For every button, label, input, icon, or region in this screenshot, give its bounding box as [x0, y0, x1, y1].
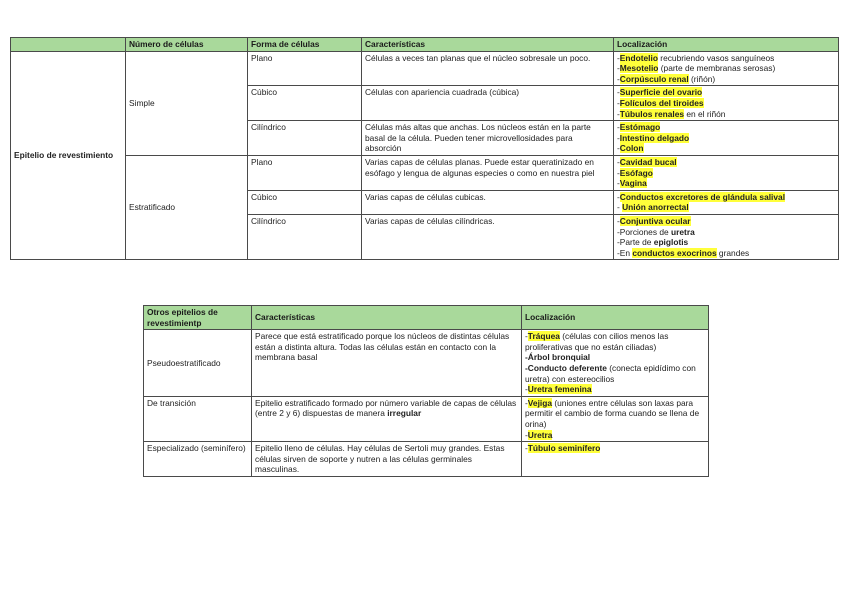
- location-cell: [614, 155, 839, 190]
- table-row: [144, 442, 709, 477]
- name-cell: Especializado (seminífero): [144, 442, 252, 477]
- highlighted-term: Cavidad bucal: [619, 156, 677, 167]
- table-header-row: [144, 306, 709, 330]
- text-span: -Porciones de: [617, 226, 671, 237]
- desc-cell: [252, 330, 522, 397]
- text-span: -: [525, 331, 528, 342]
- text-span: Parece que está estratificado porque los núcleos de distintas células están a distinta altura. Todas las células están en contacto con la membrana basal: [255, 331, 510, 363]
- highlighted-term: Folículos del tiroides: [619, 97, 704, 108]
- text-span: -: [617, 156, 620, 167]
- bold-term: epiglotis: [653, 237, 689, 248]
- desc-cell: [252, 442, 522, 477]
- location-cell: [614, 121, 839, 156]
- location-cell: [614, 214, 839, 259]
- number-cell-simple: Simple: [126, 51, 248, 155]
- location-line: [617, 143, 835, 154]
- desc-cell: Varias capas de células planas. Puede estar queratinizado en esófago y lengua de algunas especies o como en nuestra piel: [362, 155, 614, 190]
- text-span: -: [617, 143, 620, 154]
- group-label-cell: Epitelio de revestimiento: [11, 51, 126, 260]
- text-span: -: [525, 397, 528, 408]
- location-line: [617, 63, 835, 74]
- text-span: recubriendo vasos sanguíneos: [657, 52, 775, 63]
- location-cell: [614, 190, 839, 214]
- name-cell: Pseudoestratificado: [144, 330, 252, 397]
- table-row: [144, 330, 709, 397]
- location-line: [525, 331, 705, 352]
- text-span: -: [617, 108, 620, 119]
- header-cell-characteristics: Características: [252, 306, 522, 330]
- location-cell: [522, 330, 709, 397]
- text-span: -: [617, 215, 620, 226]
- location-line: [617, 216, 835, 227]
- text-span: -: [617, 178, 620, 189]
- highlighted-term: Unión anorrectal: [622, 202, 689, 213]
- text-span: -: [617, 97, 620, 108]
- highlighted-term: Túbulos renales: [619, 108, 685, 119]
- desc-cell: [252, 396, 522, 441]
- text-span: -: [617, 52, 620, 63]
- text-span: (células con cilios menos las proliferativas que no están ciliadas): [525, 331, 669, 352]
- table-header-row: [11, 38, 839, 52]
- desc-cell: Células con apariencia cuadrada (cúbica): [362, 86, 614, 121]
- epithelium-table: [10, 37, 839, 260]
- header-cell-name: Otros epitelios de revestimientp: [144, 306, 252, 330]
- highlighted-term: Uretra: [527, 429, 553, 440]
- text-span: -: [617, 202, 623, 213]
- text-span: en el riñón: [684, 108, 726, 119]
- text-span: Epitelio lleno de células. Hay células de Sertoli muy grandes. Estas células sirven de soporte y nutren a las células germinales masculinas.: [255, 443, 505, 475]
- shape-cell: Cilíndrico: [248, 214, 362, 259]
- location-line: [525, 363, 705, 384]
- text-span: (conecta epidídimo con uretra) con estereocilios: [525, 362, 696, 384]
- header-cell-location: Localización: [522, 306, 709, 330]
- bold-term: -Conducto deferente: [525, 362, 607, 373]
- location-line: [617, 122, 835, 133]
- other-epithelia-table: [143, 305, 709, 477]
- table-row: [11, 155, 839, 190]
- text-span: (uniones entre células son laxas para permitir el cambio de forma cuando se llena de orina): [525, 397, 700, 429]
- location-cell: [614, 86, 839, 121]
- header-cell-empty: [11, 38, 126, 52]
- highlighted-term: conductos exocrinos: [632, 247, 717, 258]
- text-span: -: [617, 87, 620, 98]
- shape-cell: Plano: [248, 155, 362, 190]
- desc-cell: Varias capas de células cilíndricas.: [362, 214, 614, 259]
- location-line: [525, 352, 705, 363]
- number-cell-stratified: Estratificado: [126, 155, 248, 259]
- location-line: [617, 202, 835, 213]
- text-span: -: [617, 122, 620, 133]
- text-span: -: [525, 384, 528, 395]
- desc-cell: Células a veces tan planas que el núcleo sobresale un poco.: [362, 51, 614, 86]
- location-line: [617, 157, 835, 168]
- location-cell: [614, 51, 839, 86]
- highlighted-term: Tráquea: [527, 331, 560, 342]
- desc-cell: Células más altas que anchas. Los núcleos están en la parte basal de la célula. Pueden tener microvellosidades para absorción: [362, 121, 614, 156]
- location-line: [525, 430, 705, 441]
- location-line: [525, 443, 705, 454]
- desc-cell: Varias capas de células cubicas.: [362, 190, 614, 214]
- location-cell: [522, 442, 709, 477]
- highlighted-term: Conjuntiva ocular: [619, 215, 691, 226]
- location-line: [617, 98, 835, 109]
- location-cell: [522, 396, 709, 441]
- shape-cell: Cilíndrico: [248, 121, 362, 156]
- highlighted-term: Superficie del ovario: [619, 87, 703, 98]
- text-span: (parte de membranas serosas): [658, 63, 776, 74]
- text-span: -En: [617, 247, 633, 258]
- location-line: [617, 192, 835, 203]
- location-line: [617, 109, 835, 120]
- text-span: -: [617, 191, 620, 202]
- location-line: [617, 227, 835, 238]
- location-line: [617, 74, 835, 85]
- header-cell-number: Número de células: [126, 38, 248, 52]
- shape-cell: Cúbico: [248, 190, 362, 214]
- highlighted-term: Túbulo seminífero: [527, 443, 601, 454]
- location-line: [525, 384, 705, 395]
- location-line: [525, 398, 705, 430]
- shape-cell: Cúbico: [248, 86, 362, 121]
- location-line: [617, 168, 835, 179]
- header-cell-shape: Forma de células: [248, 38, 362, 52]
- bold-term: irregular: [387, 408, 422, 419]
- shape-cell: Plano: [248, 51, 362, 86]
- name-cell: De transición: [144, 396, 252, 441]
- text-span: (riñón): [688, 73, 716, 84]
- highlighted-term: Vagina: [619, 178, 647, 189]
- text-span: -Parte de: [617, 237, 654, 248]
- highlighted-term: Estómago: [619, 122, 661, 133]
- bold-term: uretra: [671, 226, 695, 237]
- highlighted-term: Corpúsculo renal: [619, 73, 689, 84]
- location-line: [617, 237, 835, 248]
- highlighted-term: Endotelio: [619, 52, 658, 63]
- highlighted-term: Conductos excretores de glándula salival: [619, 191, 786, 202]
- text-span: Epitelio estratificado formado por número variable de capas de células (entre 2 y 6) dispuestas de manera: [255, 397, 517, 419]
- text-span: -: [525, 443, 528, 454]
- text-span: -: [617, 132, 620, 143]
- header-cell-characteristics: Características: [362, 38, 614, 52]
- highlighted-term: Mesotelio: [619, 63, 659, 74]
- text-span: -: [617, 73, 620, 84]
- highlighted-term: Vejiga: [527, 397, 553, 408]
- highlighted-term: Uretra femenina: [527, 384, 592, 395]
- header-cell-location: Localización: [614, 38, 839, 52]
- text-span: -: [525, 429, 528, 440]
- location-line: [617, 248, 835, 259]
- location-line: [617, 53, 835, 64]
- location-line: [617, 178, 835, 189]
- location-line: [617, 87, 835, 98]
- text-span: -: [617, 63, 620, 74]
- table-row: [144, 396, 709, 441]
- text-span: grandes: [716, 247, 750, 258]
- bold-term: -Árbol bronquial: [525, 352, 591, 363]
- highlighted-term: Intestino delgado: [619, 132, 690, 143]
- highlighted-term: Esófago: [619, 167, 653, 178]
- highlighted-term: Colon: [619, 143, 644, 154]
- location-line: [617, 133, 835, 144]
- text-span: -: [617, 167, 620, 178]
- table-row: [11, 51, 839, 86]
